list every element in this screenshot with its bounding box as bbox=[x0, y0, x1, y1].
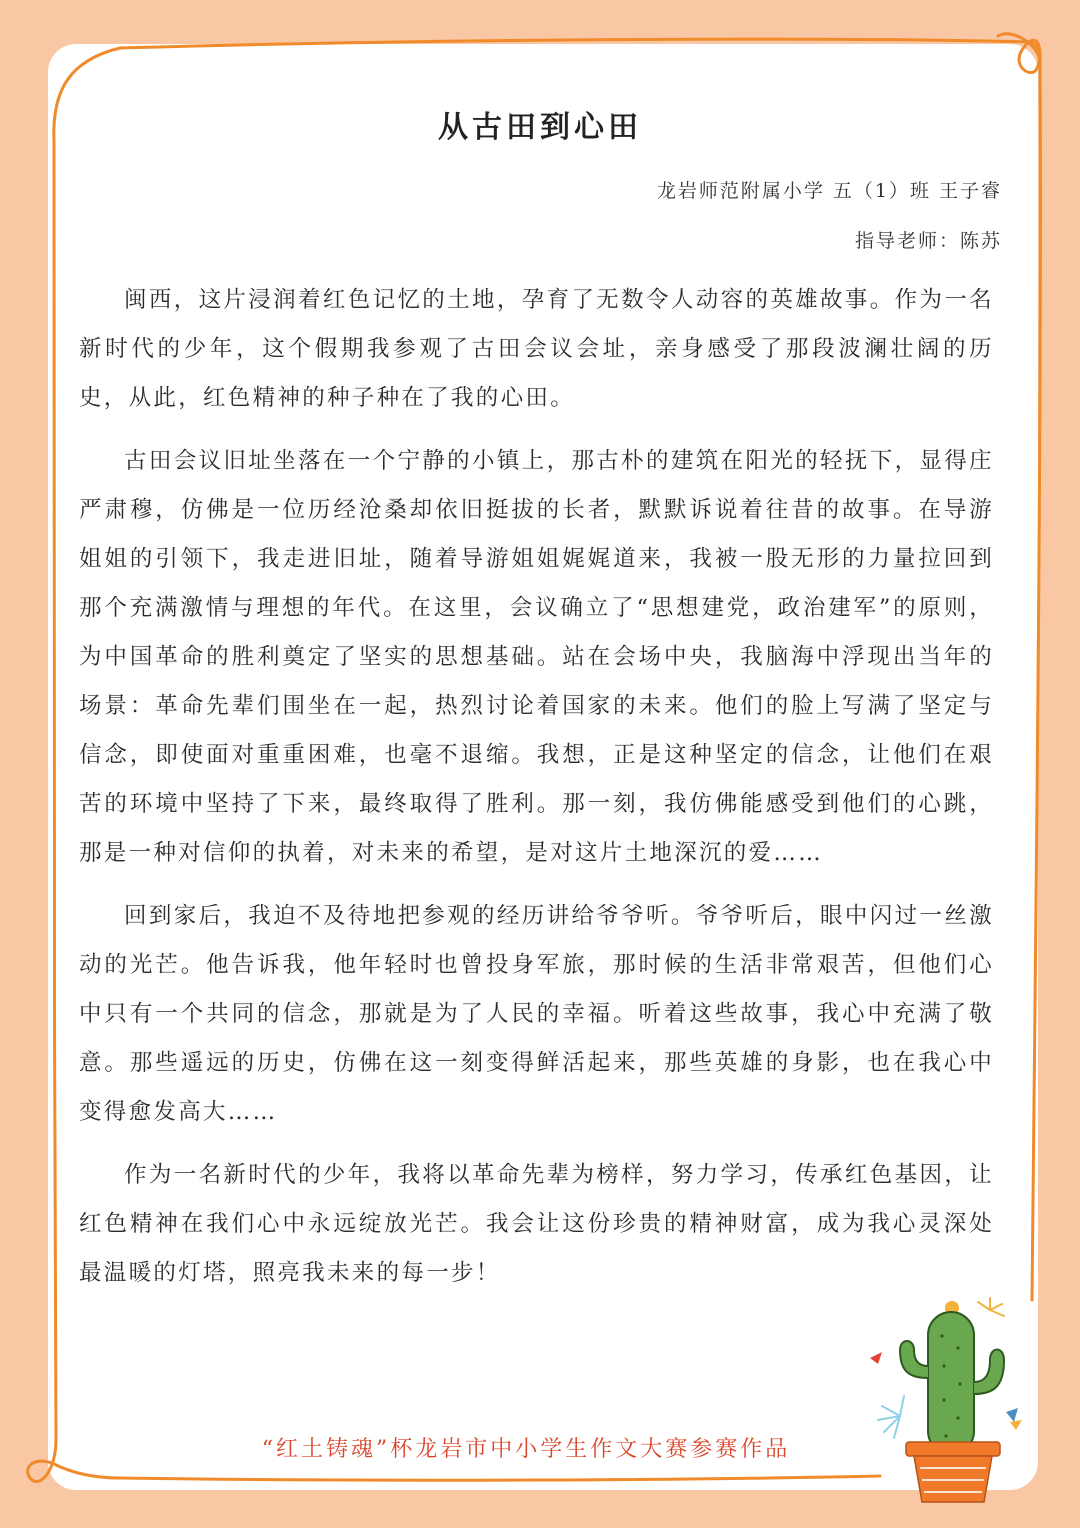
paragraph-3: 回到家后，我迫不及待地把参观的经历讲给爷爷听。爷爷听后，眼中闪过一丝激动的光芒。他告诉我，他年轻时也曾投身军旅，那时候的生活非常艰苦，但他们心中只有一个共同的信念，那就是为了人民的幸福。听着这些故事，我心中充满了敬意。那些遥远的历史，仿佛在这一刻变得鲜活起来，那些英雄的身影，也在我心中变得愈发高大…… bbox=[79, 903, 994, 1125]
paragraph-2: 古田会议旧址坐落在一个宁静的小镇上，那古朴的建筑在阳光的轻抚下，显得庄严肃穆，仿佛是一位历经沧桑却依旧挺拔的长者，默默诉说着往昔的故事。在导游姐姐的引领下，我走进旧址，随着导游姐姐娓娓道来，我被一股无形的力量拉回到那个充满激情与理想的年代。在这里，会议确立了“思想建党，政治建军”的原则，为中国革命的胜利奠定了坚实的思想基础。站在会场中央，我脑海中浮现出当年的场景：革命先辈们围坐在一起，热烈讨论着国家的未来。他们的脸上写满了坚定与信念，即使面对重重困难，也毫不退缩。我想，正是这种坚定的信念，让他们在艰苦的环境中坚持了下来，最终取得了胜利。那一刻，我仿佛能感受到他们的心跳，那是一种对信仰的执着，对未来的希望，是对这片土地深沉的爱…… bbox=[79, 448, 994, 866]
paragraph-4: 作为一名新时代的少年，我将以革命先辈为榜样，努力学习，传承红色基因，让红色精神在我们心中永远绽放光芒。我会让这份珍贵的精神财富，成为我心灵深处最温暖的灯塔，照亮我未来的每一步！ bbox=[79, 1162, 994, 1286]
cactus-pot-illustration bbox=[860, 1296, 1030, 1506]
essay-body bbox=[79, 276, 994, 1312]
paragraph-1: 闽西，这片浸润着红色记忆的土地，孕育了无数令人动容的英雄故事。作为一名新时代的少年，这个假期我参观了古田会议会址，亲身感受了那段波澜壮阔的历史，从此，红色精神的种子种在了我的心田。 bbox=[79, 287, 994, 411]
essay-title: 从古田到心田 bbox=[438, 110, 642, 145]
contest-footer: “红土铸魂”杯龙岩市中小学生作文大赛参赛作品 bbox=[261, 1437, 791, 1462]
author-line: 龙岩师范附属小学 五（1）班 王子睿 bbox=[656, 180, 1002, 202]
teacher-line: 指导老师：陈苏 bbox=[854, 230, 1002, 252]
